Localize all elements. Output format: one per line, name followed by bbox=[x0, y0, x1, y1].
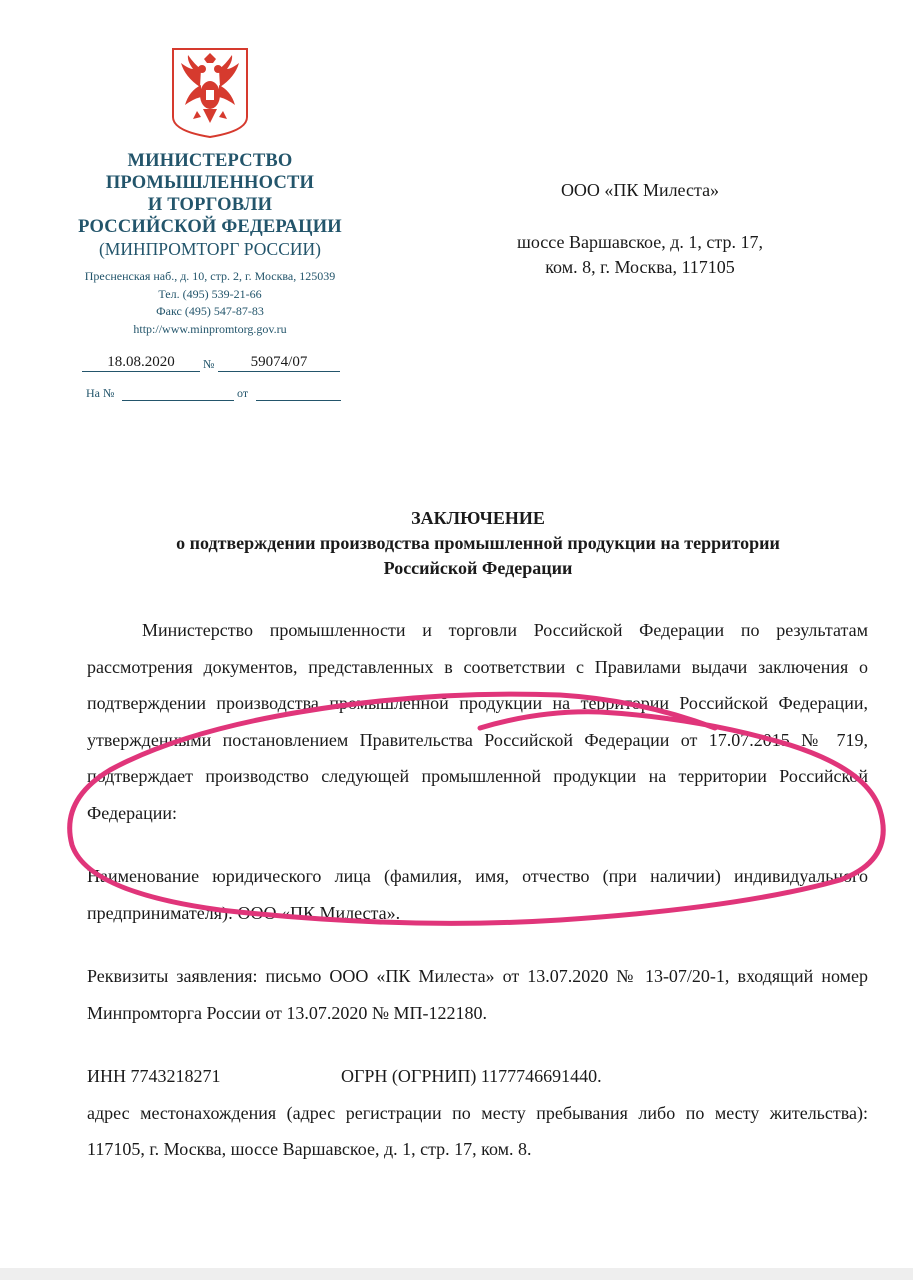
ministry-short-name: (МИНПРОМТОРГ РОССИИ) bbox=[98, 239, 321, 259]
coat-of-arms-icon bbox=[171, 47, 249, 139]
number-sign: № bbox=[203, 357, 215, 371]
body-paragraph: Реквизиты заявления: письмо ООО «ПК Милеста» от 13.07.2020 № 13-07/20-1, входящий номер Минпромторга России от 13.07.2020 № МП-122180. bbox=[87, 966, 868, 1023]
ministry-name-line: ПРОМЫШЛЕННОСТИ bbox=[105, 173, 315, 193]
reference-label: На № bbox=[86, 386, 115, 400]
ministry-phone: Тел. (495) 539-21-66 bbox=[158, 286, 262, 301]
ministry-name-line: МИНИСТЕРСТВО bbox=[127, 151, 293, 171]
reference-line bbox=[86, 386, 346, 404]
ogrn-value: ОГРН (ОГРНИП) 1177746691440. bbox=[341, 1066, 602, 1086]
body-paragraph: Министерство промышленности и торговли Российской Федерации по результатам рассмотрения документов, представленных в соответствии с Правилами выдачи заключения о подтверждении производства промышленной продукции на территории Российской Федерации, утвержденными постановлением Правительства Российской Федерации от 17.07.2015 № 719, подтверждает производство следующей промышленной продукции на территории Российской Федерации: bbox=[87, 620, 868, 823]
ministry-name-line: РОССИЙСКОЙ ФЕДЕРАЦИИ bbox=[78, 217, 342, 237]
body-paragraph: адрес местонахождения (адрес регистрации по месту пребывания либо по месту жительства): 117105, г. Москва, шоссе Варшавское, д. 1, стр. 17, ком. 8. bbox=[87, 1102, 868, 1159]
letter-number: 59074/07 bbox=[218, 354, 340, 372]
bottom-strip bbox=[0, 1268, 913, 1280]
letter-date: 18.08.2020 bbox=[82, 354, 200, 372]
inn-value: ИНН 7743218271 bbox=[87, 1066, 221, 1086]
title-subtitle-line: Российской Федерации bbox=[383, 558, 573, 578]
ministry-fax: Факс (495) 547-87-83 bbox=[156, 304, 264, 318]
ministry-name bbox=[60, 150, 360, 260]
document-title bbox=[60, 506, 896, 581]
title-subtitle-line: о подтверждении производства промышленной продукции на территории bbox=[176, 533, 780, 553]
recipient-address-line: ком. 8, г. Москва, 117105 bbox=[545, 257, 735, 277]
reference-from-label: от bbox=[237, 386, 249, 400]
ministry-name-line: И ТОРГОВЛИ bbox=[147, 195, 273, 215]
body-paragraph: Наименование юридического лица (фамилия, имя, отчество (при наличии) индивидуального предпринимателя): ООО «ПК Милеста». bbox=[87, 866, 868, 923]
ministry-website: http://www.minpromtorg.gov.ru bbox=[133, 321, 287, 336]
recipient-address-line: шоссе Варшавское, д. 1, стр. 17, bbox=[517, 232, 763, 252]
recipient-org: ООО «ПК Милеста» bbox=[560, 180, 720, 200]
document-body bbox=[87, 612, 868, 1168]
ministry-contacts bbox=[55, 268, 365, 338]
ministry-address: Пресненская наб., д. 10, стр. 2, г. Москва, 125039 bbox=[84, 269, 336, 283]
title-heading: ЗАКЛЮЧЕНИЕ bbox=[411, 508, 545, 528]
reference-date-blank bbox=[256, 400, 341, 401]
registration-line bbox=[82, 354, 342, 374]
registration-ids bbox=[87, 1058, 868, 1095]
recipient-block bbox=[470, 178, 810, 280]
reference-number-blank bbox=[122, 400, 234, 401]
